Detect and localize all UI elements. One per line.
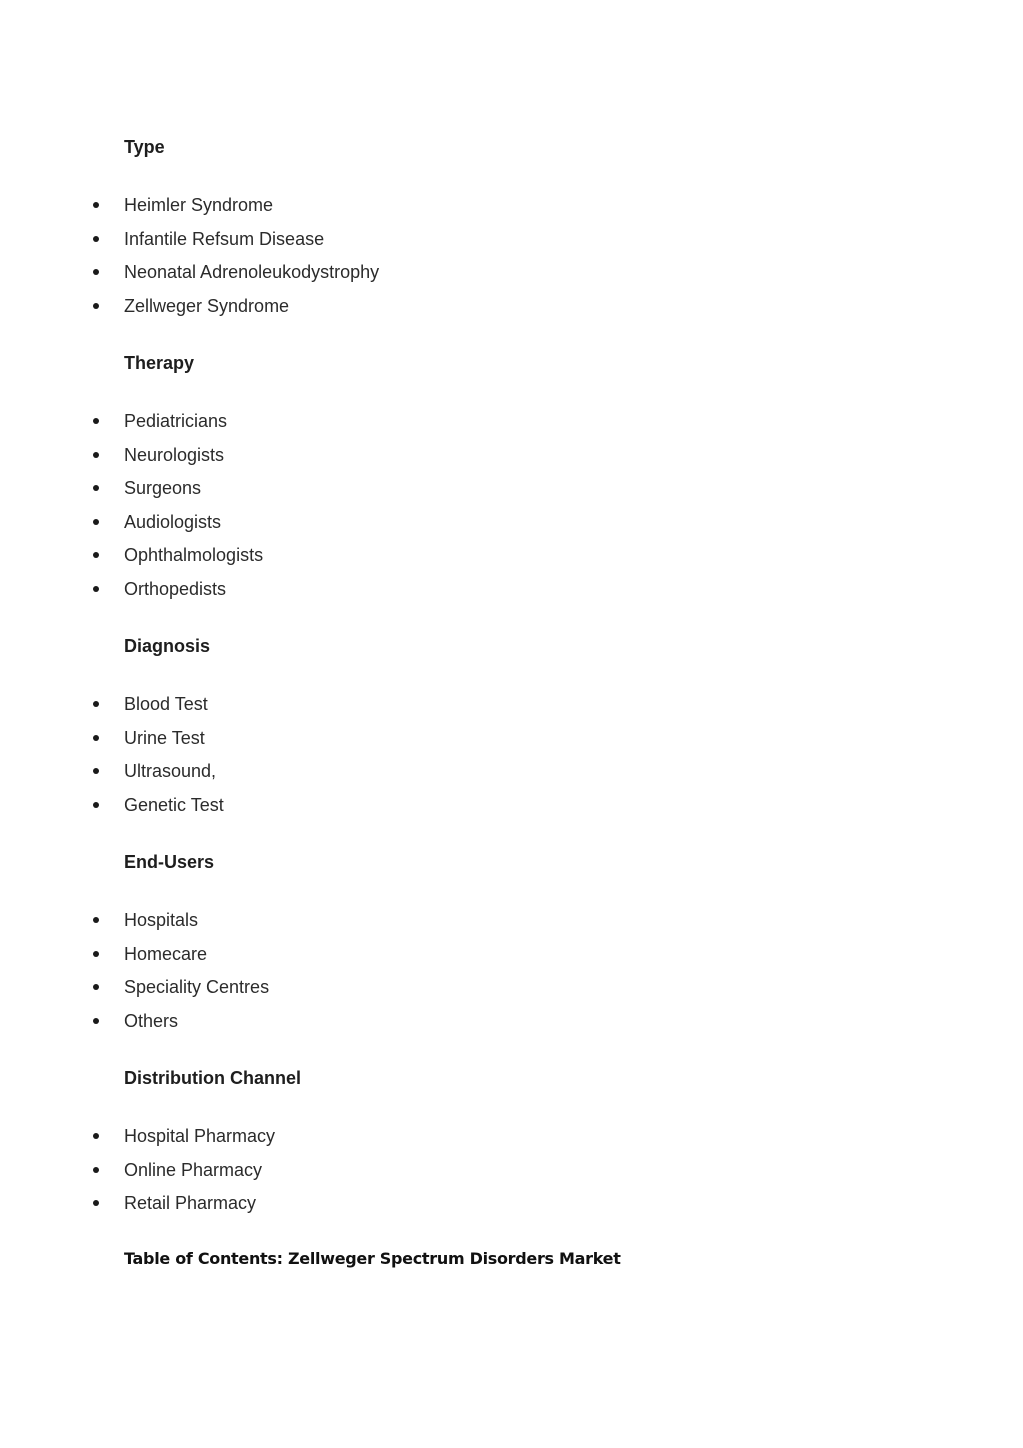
bullet-icon <box>93 917 99 923</box>
toc-title: Table of Contents: Zellweger Spectrum Disorders Market <box>124 1249 621 1268</box>
diagnosis-list <box>0 693 224 827</box>
list-item: Infantile Refsum Disease <box>0 228 379 262</box>
bullet-icon <box>93 303 99 309</box>
bullet-icon <box>93 586 99 592</box>
list-item: Hospitals <box>0 909 269 943</box>
list-item: Speciality Centres <box>0 976 269 1010</box>
bullet-icon <box>93 1133 99 1139</box>
bullet-icon <box>93 951 99 957</box>
bullet-icon <box>93 984 99 990</box>
bullet-icon <box>93 552 99 558</box>
bullet-icon <box>93 735 99 741</box>
list-item: Surgeons <box>0 477 263 511</box>
list-item: Heimler Syndrome <box>0 194 379 228</box>
list-item: Urine Test <box>0 727 224 761</box>
bullet-icon <box>93 1018 99 1024</box>
bullet-icon <box>93 768 99 774</box>
list-item: Neurologists <box>0 444 263 478</box>
list-item: Pediatricians <box>0 410 263 444</box>
distribution-channel-list <box>0 1125 275 1226</box>
bullet-icon <box>93 236 99 242</box>
list-item: Ophthalmologists <box>0 544 263 578</box>
list-item: Retail Pharmacy <box>0 1192 275 1226</box>
bullet-icon <box>93 519 99 525</box>
section-heading-type: Type <box>124 137 165 157</box>
list-item: Blood Test <box>0 693 224 727</box>
bullet-icon <box>93 1167 99 1173</box>
bullet-icon <box>93 802 99 808</box>
bullet-icon <box>93 269 99 275</box>
list-item: Orthopedists <box>0 578 263 612</box>
bullet-icon <box>93 202 99 208</box>
list-item: Hospital Pharmacy <box>0 1125 275 1159</box>
type-list <box>0 194 379 328</box>
list-item: Genetic Test <box>0 794 224 828</box>
list-item: Zellweger Syndrome <box>0 295 379 329</box>
section-heading-diagnosis: Diagnosis <box>124 636 211 656</box>
list-item: Neonatal Adrenoleukodystrophy <box>0 261 379 295</box>
list-item: Ultrasound, <box>0 760 224 794</box>
list-item: Others <box>0 1010 269 1044</box>
list-item: Audiologists <box>0 511 263 545</box>
bullet-icon <box>93 452 99 458</box>
bullet-icon <box>93 418 99 424</box>
section-heading-therapy: Therapy <box>124 353 195 373</box>
list-item: Homecare <box>0 943 269 977</box>
end-users-list <box>0 909 269 1043</box>
bullet-icon <box>93 1200 99 1206</box>
bullet-icon <box>93 485 99 491</box>
section-heading-end-users: End-Users <box>124 852 215 872</box>
therapy-list <box>0 410 263 612</box>
list-item: Online Pharmacy <box>0 1159 275 1193</box>
bullet-icon <box>93 701 99 707</box>
section-heading-distribution-channel: Distribution Channel <box>124 1068 301 1088</box>
